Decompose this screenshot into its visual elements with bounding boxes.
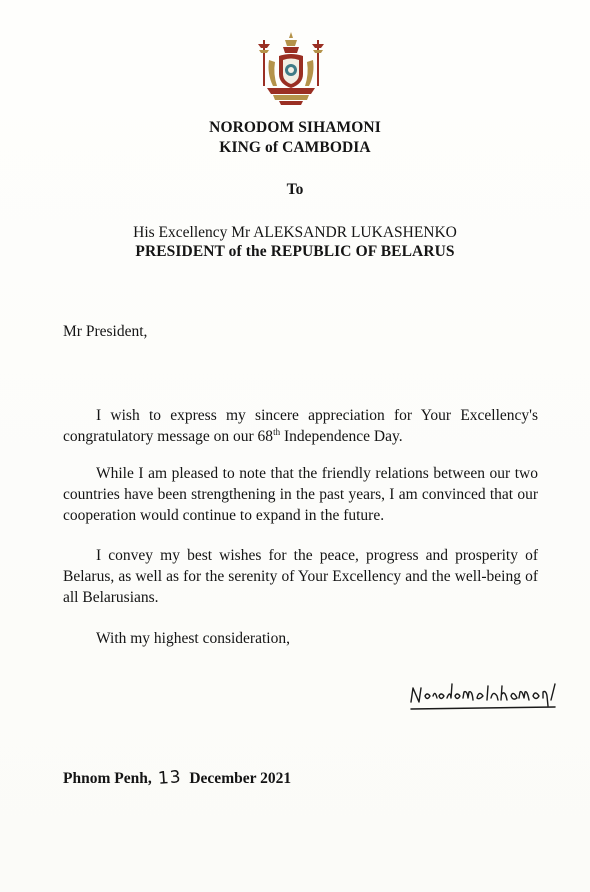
ordinal-suffix: th bbox=[273, 426, 281, 437]
dateline-place: Phnom Penh, bbox=[63, 770, 152, 787]
to-label: To bbox=[286, 181, 304, 198]
handwritten-signature bbox=[405, 676, 565, 718]
recipient-title: PRESIDENT of the REPUBLIC OF BELARUS bbox=[135, 243, 455, 260]
sender-name: NORODOM SIHAMONI bbox=[209, 119, 381, 136]
dateline-day: 13 bbox=[157, 767, 182, 789]
closing-text: With my highest consideration, bbox=[96, 630, 290, 647]
dateline-month-year: December 2021 bbox=[189, 770, 292, 787]
closing-line bbox=[63, 628, 538, 649]
body-paragraph-3 bbox=[63, 545, 538, 608]
body-paragraph-2 bbox=[63, 463, 538, 526]
body-paragraph-2-text: While I am pleased to note that the friendly relations between our two countries have been strengthening in the past years, I am convinced that our cooperation would continue to expand in the future. bbox=[63, 465, 538, 524]
body-paragraph-1 bbox=[63, 405, 538, 447]
body-paragraph-3-text: I convey my best wishes for the peace, progress and prosperity of Belarus, as well as for the serenity of Your Excellency and the well-being of all Belarusians. bbox=[63, 547, 538, 606]
body-paragraph-1-text: I wish to express my sincere appreciation for Your Excellency's congratulatory message on our 68 bbox=[63, 407, 538, 445]
recipient-name: His Excellency Mr ALEKSANDR LUKASHENKO bbox=[133, 224, 457, 241]
sender-title: KING of CAMBODIA bbox=[219, 139, 371, 156]
salutation: Mr President, bbox=[63, 323, 148, 340]
dateline bbox=[63, 768, 291, 789]
royal-coat-of-arms-icon bbox=[255, 30, 327, 106]
body-paragraph-1-end: Independence Day. bbox=[280, 428, 403, 445]
